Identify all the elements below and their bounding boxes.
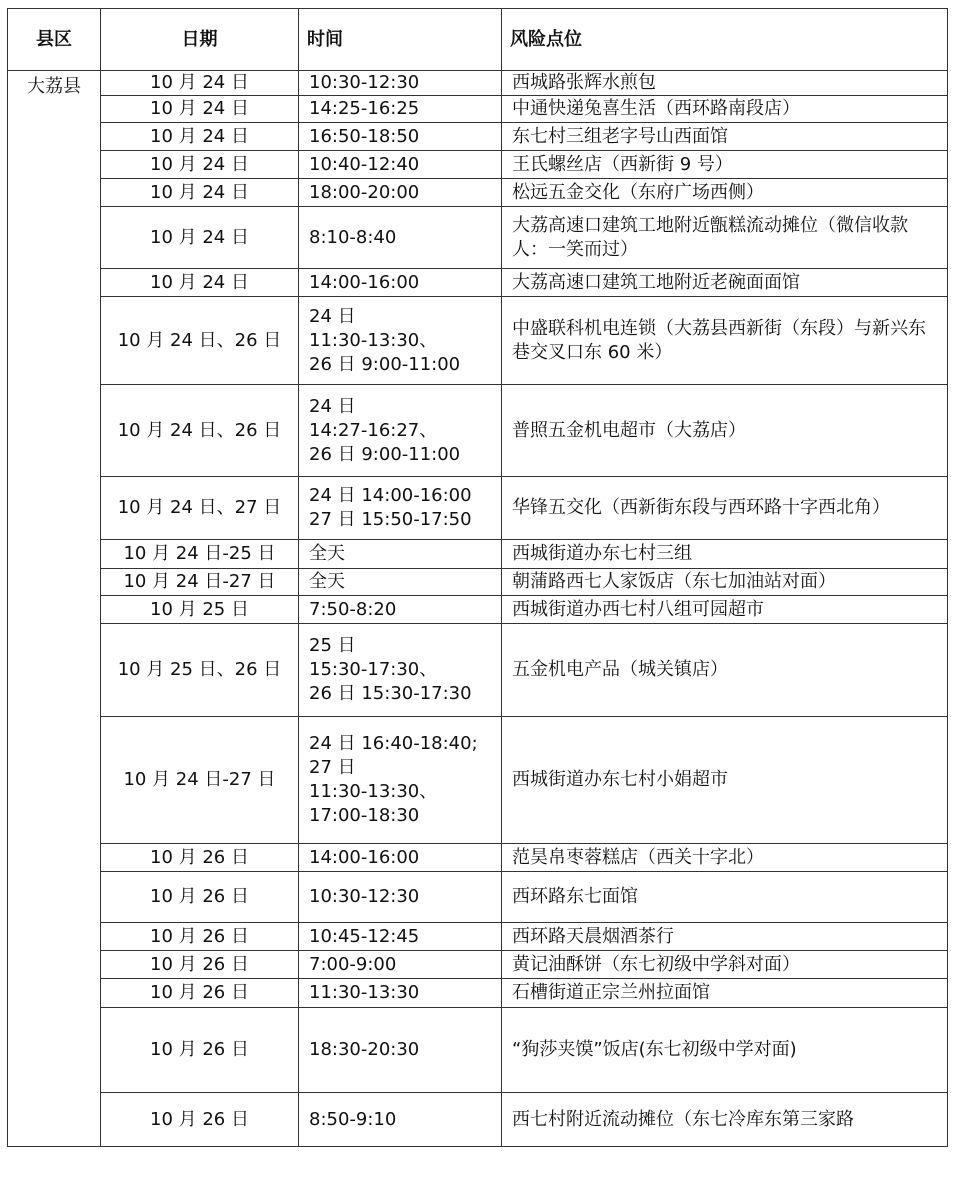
- place-cell: 黄记油酥饼（东七初级中学斜对面）: [502, 951, 948, 979]
- table-row: [8, 297, 948, 385]
- table-row: [8, 979, 948, 1008]
- place-cell: 华锋五交化（西新街东段与西环路十字西北角）: [502, 477, 948, 540]
- risk-locations-table: [7, 8, 948, 1147]
- date-cell: 10 月 24 日: [101, 123, 299, 151]
- table-row: [8, 844, 948, 872]
- time-cell: 10:30-12:30: [299, 71, 502, 96]
- place-cell: 普照五金机电超市（大荔店）: [502, 385, 948, 477]
- place-cell: 王氏螺丝店（西新街 9 号）: [502, 151, 948, 179]
- table-row: [8, 71, 948, 96]
- date-cell: 10 月 24 日: [101, 179, 299, 207]
- header-county: 县区: [8, 9, 101, 71]
- time-cell: 25 日 15:30-17:30、 26 日 15:30-17:30: [299, 624, 502, 717]
- date-cell: 10 月 26 日: [101, 1008, 299, 1093]
- place-cell: 大荔高速口建筑工地附近老碗面面馆: [502, 269, 948, 297]
- table-row: [8, 96, 948, 123]
- table-row: [8, 1008, 948, 1093]
- place-cell: 西环路东七面馆: [502, 872, 948, 923]
- header-time: 时间: [299, 9, 502, 71]
- place-cell: 松远五金交化（东府广场西侧）: [502, 179, 948, 207]
- table-row: [8, 269, 948, 297]
- date-cell: 10 月 24 日: [101, 207, 299, 269]
- table-row: [8, 540, 948, 569]
- time-cell: 18:00-20:00: [299, 179, 502, 207]
- date-cell: 10 月 26 日: [101, 872, 299, 923]
- place-cell: 西城街道办东七村三组: [502, 540, 948, 569]
- table-row: [8, 923, 948, 951]
- place-cell: 石槽街道正宗兰州拉面馆: [502, 979, 948, 1008]
- date-cell: 10 月 24 日、27 日: [101, 477, 299, 540]
- date-cell: 10 月 26 日: [101, 979, 299, 1008]
- header-date: 日期: [101, 9, 299, 71]
- place-cell: 朝蒲路西七人家饭店（东七加油站对面）: [502, 569, 948, 596]
- date-cell: 10 月 25 日、26 日: [101, 624, 299, 717]
- time-cell: 16:50-18:50: [299, 123, 502, 151]
- table-header-row: [8, 9, 948, 71]
- time-cell: 24 日 14:00-16:00 27 日 15:50-17:50: [299, 477, 502, 540]
- table-row: [8, 151, 948, 179]
- place-cell: 范昊帛枣蓉糕店（西关十字北）: [502, 844, 948, 872]
- place-cell: 五金机电产品（城关镇店）: [502, 624, 948, 717]
- time-cell: 24 日 16:40-18:40; 27 日 11:30-13:30、 17:00-18:30: [299, 717, 502, 844]
- time-cell: 24 日 11:30-13:30、 26 日 9:00-11:00: [299, 297, 502, 385]
- date-cell: 10 月 24 日、26 日: [101, 385, 299, 477]
- time-cell: 7:00-9:00: [299, 951, 502, 979]
- time-cell: 14:00-16:00: [299, 269, 502, 297]
- time-cell: 14:00-16:00: [299, 844, 502, 872]
- table-row: [8, 596, 948, 624]
- place-cell: 西环路天晨烟酒茶行: [502, 923, 948, 951]
- date-cell: 10 月 25 日: [101, 596, 299, 624]
- date-cell: 10 月 24 日: [101, 71, 299, 96]
- time-cell: 全天: [299, 569, 502, 596]
- table-row: [8, 179, 948, 207]
- table-row: [8, 569, 948, 596]
- time-cell: 10:45-12:45: [299, 923, 502, 951]
- place-cell: 西城街道办东七村小娟超市: [502, 717, 948, 844]
- header-place: 风险点位: [502, 9, 948, 71]
- table-row: [8, 951, 948, 979]
- date-cell: 10 月 26 日: [101, 844, 299, 872]
- county-cell: 大荔县: [8, 71, 101, 1147]
- table-row: [8, 477, 948, 540]
- table-row: [8, 207, 948, 269]
- time-cell: 7:50-8:20: [299, 596, 502, 624]
- place-cell: 中盛联科机电连锁（大荔县西新街（东段）与新兴东巷交叉口东 60 米）: [502, 297, 948, 385]
- place-cell: 西城路张辉水煎包: [502, 71, 948, 96]
- time-cell: 全天: [299, 540, 502, 569]
- date-cell: 10 月 24 日-27 日: [101, 569, 299, 596]
- time-cell: 10:30-12:30: [299, 872, 502, 923]
- table-row: [8, 385, 948, 477]
- time-cell: 14:25-16:25: [299, 96, 502, 123]
- table-row: [8, 1093, 948, 1147]
- place-cell: 中通快递兔喜生活（西环路南段店）: [502, 96, 948, 123]
- table-row: [8, 624, 948, 717]
- date-cell: 10 月 24 日-25 日: [101, 540, 299, 569]
- time-cell: 10:40-12:40: [299, 151, 502, 179]
- table-row: [8, 123, 948, 151]
- table-body: [8, 71, 948, 1147]
- date-cell: 10 月 24 日-27 日: [101, 717, 299, 844]
- time-cell: 18:30-20:30: [299, 1008, 502, 1093]
- place-cell: “狗莎夹馍”饭店(东七初级中学对面): [502, 1008, 948, 1093]
- place-cell: 大荔高速口建筑工地附近甑糕流动摊位（微信收款人：一笑而过）: [502, 207, 948, 269]
- date-cell: 10 月 24 日: [101, 96, 299, 123]
- date-cell: 10 月 24 日: [101, 269, 299, 297]
- date-cell: 10 月 26 日: [101, 951, 299, 979]
- time-cell: 8:10-8:40: [299, 207, 502, 269]
- date-cell: 10 月 24 日: [101, 151, 299, 179]
- time-cell: 24 日 14:27-16:27、 26 日 9:00-11:00: [299, 385, 502, 477]
- date-cell: 10 月 26 日: [101, 923, 299, 951]
- place-cell: 西七村附近流动摊位（东七冷库东第三家路: [502, 1093, 948, 1147]
- date-cell: 10 月 24 日、26 日: [101, 297, 299, 385]
- date-cell: 10 月 26 日: [101, 1093, 299, 1147]
- table-row: [8, 717, 948, 844]
- place-cell: 东七村三组老字号山西面馆: [502, 123, 948, 151]
- table-row: [8, 872, 948, 923]
- place-cell: 西城街道办西七村八组可园超市: [502, 596, 948, 624]
- time-cell: 8:50-9:10: [299, 1093, 502, 1147]
- time-cell: 11:30-13:30: [299, 979, 502, 1008]
